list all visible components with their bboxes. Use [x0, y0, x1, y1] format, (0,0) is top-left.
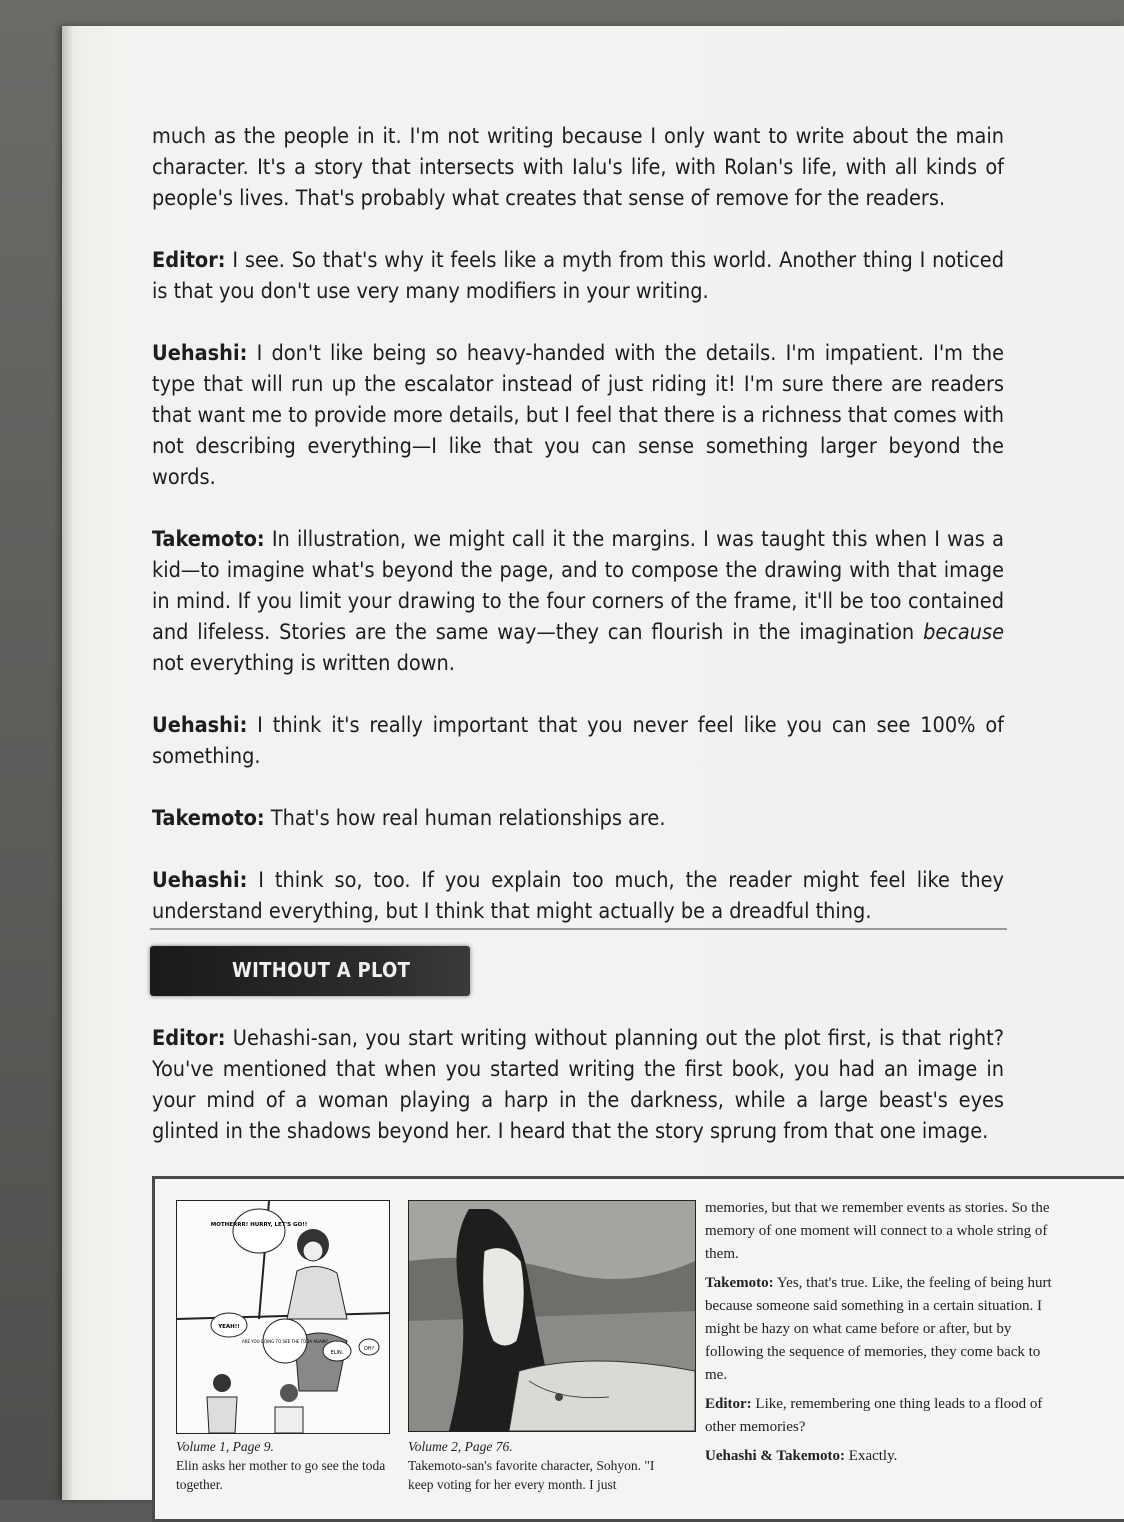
section-paragraph: Editor: Uehashi-san, you start writing without planning out the plot first, is that right? You've mentioned that when you started writing the first book, you had an image in your mind of a woman playing a harp in the darkness, while a large beast's eyes glinted in the shadows beyond her. I heard that the story sprung from that one image. — [152, 1026, 1004, 1144]
balloon-text: MOTHERRR! HURRY, LET'S GO!! — [210, 1222, 308, 1228]
character-illustration — [408, 1200, 696, 1432]
caption-text: Takemoto-san's favorite character, Sohyon. "I keep voting for her every month. I just — [408, 1458, 655, 1492]
paragraph-7: Uehashi: I think so, too. If you explain too much, the reader might feel like they understand everything, but I think that might actually be a dreadful thing. — [152, 868, 1004, 924]
section-heading: WITHOUT A PLOT — [232, 958, 411, 982]
interview-text — [152, 121, 1004, 958]
caption-title: Volume 2, Page 76. — [408, 1439, 513, 1454]
panel2-caption — [408, 1437, 672, 1494]
emphasis-word: because — [923, 620, 1004, 645]
paragraph-3: Uehashi: I don't like being so heavy-handed with the details. I'm impatient. I'm the type that will run up the escalator instead of just riding it! I'm sure there are readers that want me to provide more details, but I feel that there is a richness that comes with not describing everything—I like that you can sense something larger beyond the words. — [152, 341, 1004, 490]
manga-page-image — [176, 1200, 390, 1434]
speaker-label: Uehashi: — [152, 713, 248, 738]
paragraph-4: Takemoto: In illustration, we might call it the margins. I was taught this when I was a kid—to imagine what's beyond the page, and to compose the drawing with that image in mind. If you limit your drawing to the four corners of the frame, it'll be too contained and lifeless. Stories are the same way—they can flourish in the imagination because not everything is written down. — [152, 527, 1004, 676]
speaker-label: Takemoto: — [152, 527, 265, 552]
section-divider — [150, 928, 1007, 930]
speaker-label: Editor: — [705, 1396, 752, 1412]
balloon-text: OH? — [363, 1346, 375, 1352]
sidebar-paragraph: Takemoto: Yes, that's true. Like, the feeling of being hurt because someone said something in a certain situation. I might be hazy on what came before or after, but by following the sequence of memories, they come back to me. — [705, 1275, 1052, 1383]
caption-title: Volume 1, Page 9. — [176, 1439, 274, 1454]
sidebar-paragraph: Editor: Like, remembering one thing leads to a flood of other memories? — [705, 1396, 1043, 1435]
speaker-label: Takemoto: — [152, 806, 265, 831]
manga-illustration — [177, 1201, 389, 1433]
paragraph-1: much as the people in it. I'm not writing because I only want to write about the main character. It's a story that intersects with Ialu's life, with Rolan's life, with all kinds of people's lives. That's probably what creates that sense of remove for the readers. — [152, 124, 1004, 211]
caption-text: Elin asks her mother to go see the toda together. — [176, 1458, 386, 1492]
section-heading-banner — [150, 946, 470, 996]
sohyon-illustration — [409, 1201, 695, 1431]
sidebar-paragraph: Uehashi & Takemoto: Exactly. — [705, 1448, 898, 1464]
speaker-label: Editor: — [152, 1026, 226, 1051]
paragraph-5: Uehashi: I think it's really important that you never feel like you can see 100% of something. — [152, 713, 1004, 769]
section-text — [152, 1023, 1004, 1178]
speaker-label: Editor: — [152, 248, 226, 273]
speaker-label: Uehashi: — [152, 868, 248, 893]
balloon-text: ELIN. — [330, 1350, 344, 1356]
paragraph-2: Editor: I see. So that's why it feels like a myth from this world. Another thing I noticed is that you don't use very many modifiers in your writing. — [152, 248, 1004, 304]
balloon-text: ARE YOU GOING TO SEE THE TODA AGAIN? — [241, 1339, 329, 1344]
paragraph-6: Takemoto: That's how real human relationships are. — [152, 806, 666, 831]
speaker-label: Uehashi & Takemoto: — [705, 1448, 846, 1464]
panel1-caption — [176, 1437, 391, 1494]
speaker-label: Takemoto: — [705, 1275, 774, 1291]
speaker-label: Uehashi: — [152, 341, 248, 366]
sidebar-paragraph: memories, but that we remember events as stories. So the memory of one moment will connect to a whole string of them. — [705, 1200, 1050, 1262]
sidebar-dialogue — [705, 1197, 1060, 1474]
balloon-text: YEAH!! — [218, 1324, 240, 1330]
